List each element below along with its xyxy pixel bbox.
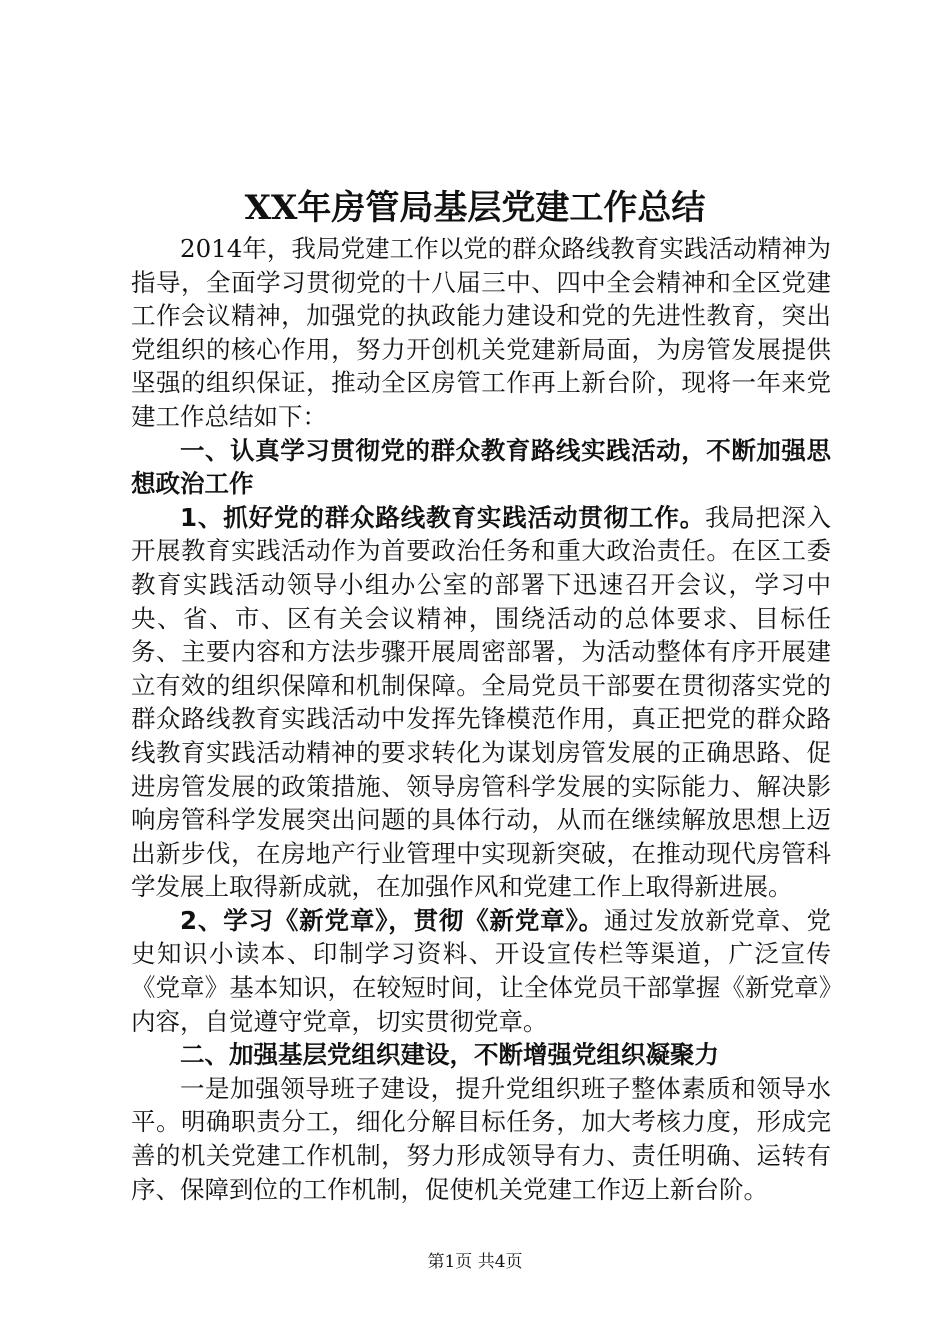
page-footer: 第1页 共4页 [427,1252,523,1272]
section-2-paragraph-1: 一是加强领导班子建设，提升党组织班子整体素质和领导水平。明确职责分工，细化分解目标任务，加大考核力度，形成完善的机关党建工作机制，努力形成领导有力、责任明确、运转有序、保障到位的工作机制，促使机关党建工作迈上新台阶。 [131,1073,831,1204]
intro-paragraph: 2014年，我局党建工作以党的群众路线教育实践活动精神为指导，全面学习贯彻党的十八届三中、四中全会精神和全区党建工作会议精神，加强党的执政能力建设和党的先进性教育，突出党组织的核心作用，努力开创机关党建新局面，为房管发展提供坚强的组织保证，推动全区房管工作再上新台阶，现将一年来党建工作总结如下： [131,234,831,431]
item-2-body: 通过发放新党章、党史知识小读本、印制学习资料、开设宣传栏等渠道，广泛宣传《党章》基本知识，在较短时间，让全体党员干部掌握《新党章》内容，自觉遵守党章，切实贯彻党章。 [131,905,832,1036]
item-2-paragraph [131,904,831,1038]
section-1-heading: 一、认真学习贯彻党的群众教育路线实践活动，不断加强思想政治工作 [131,435,831,499]
item-1-lead: 1、抓好党的群众路线教育实践活动贯彻工作。 [180,502,706,532]
section-2-heading: 二、加强基层党组织建设，不断增强党组织凝聚力 [180,1040,719,1070]
item-2-lead: 2、学习《新党章》，贯彻《新党章》。 [180,905,604,935]
document-body [131,232,831,1206]
item-1-body: 我局把深入开展教育实践活动作为首要政治任务和重大政治责任。在区工委教育实践活动领导小组办公室的部署下迅速召开会议，学习中央、省、市、区有关会议精神，围绕活动的总体要求、目标任务、主要内容和方法步骤开展周密部署，为活动整体有序开展建立有效的组织保障和机制保障。全局党员干部要在贯彻落实党的群众路线教育实践活动中发挥先锋模范作用，真正把党的群众路线教育实践活动精神的要求转化为谋划房管发展的正确思路、促进房管发展的政策措施、领导房管科学发展的实际能力、解决影响房管科学发展突出问题的具体行动，从而在继续解放思想上迈出新步伐，在房地产行业管理中实现新突破，在推动现代房管科学发展上取得新成就，在加强作风和党建工作上取得新进展。 [131,502,832,902]
document-title: XX年房管局基层党建工作总结 [244,188,706,228]
item-1-paragraph [131,501,831,904]
